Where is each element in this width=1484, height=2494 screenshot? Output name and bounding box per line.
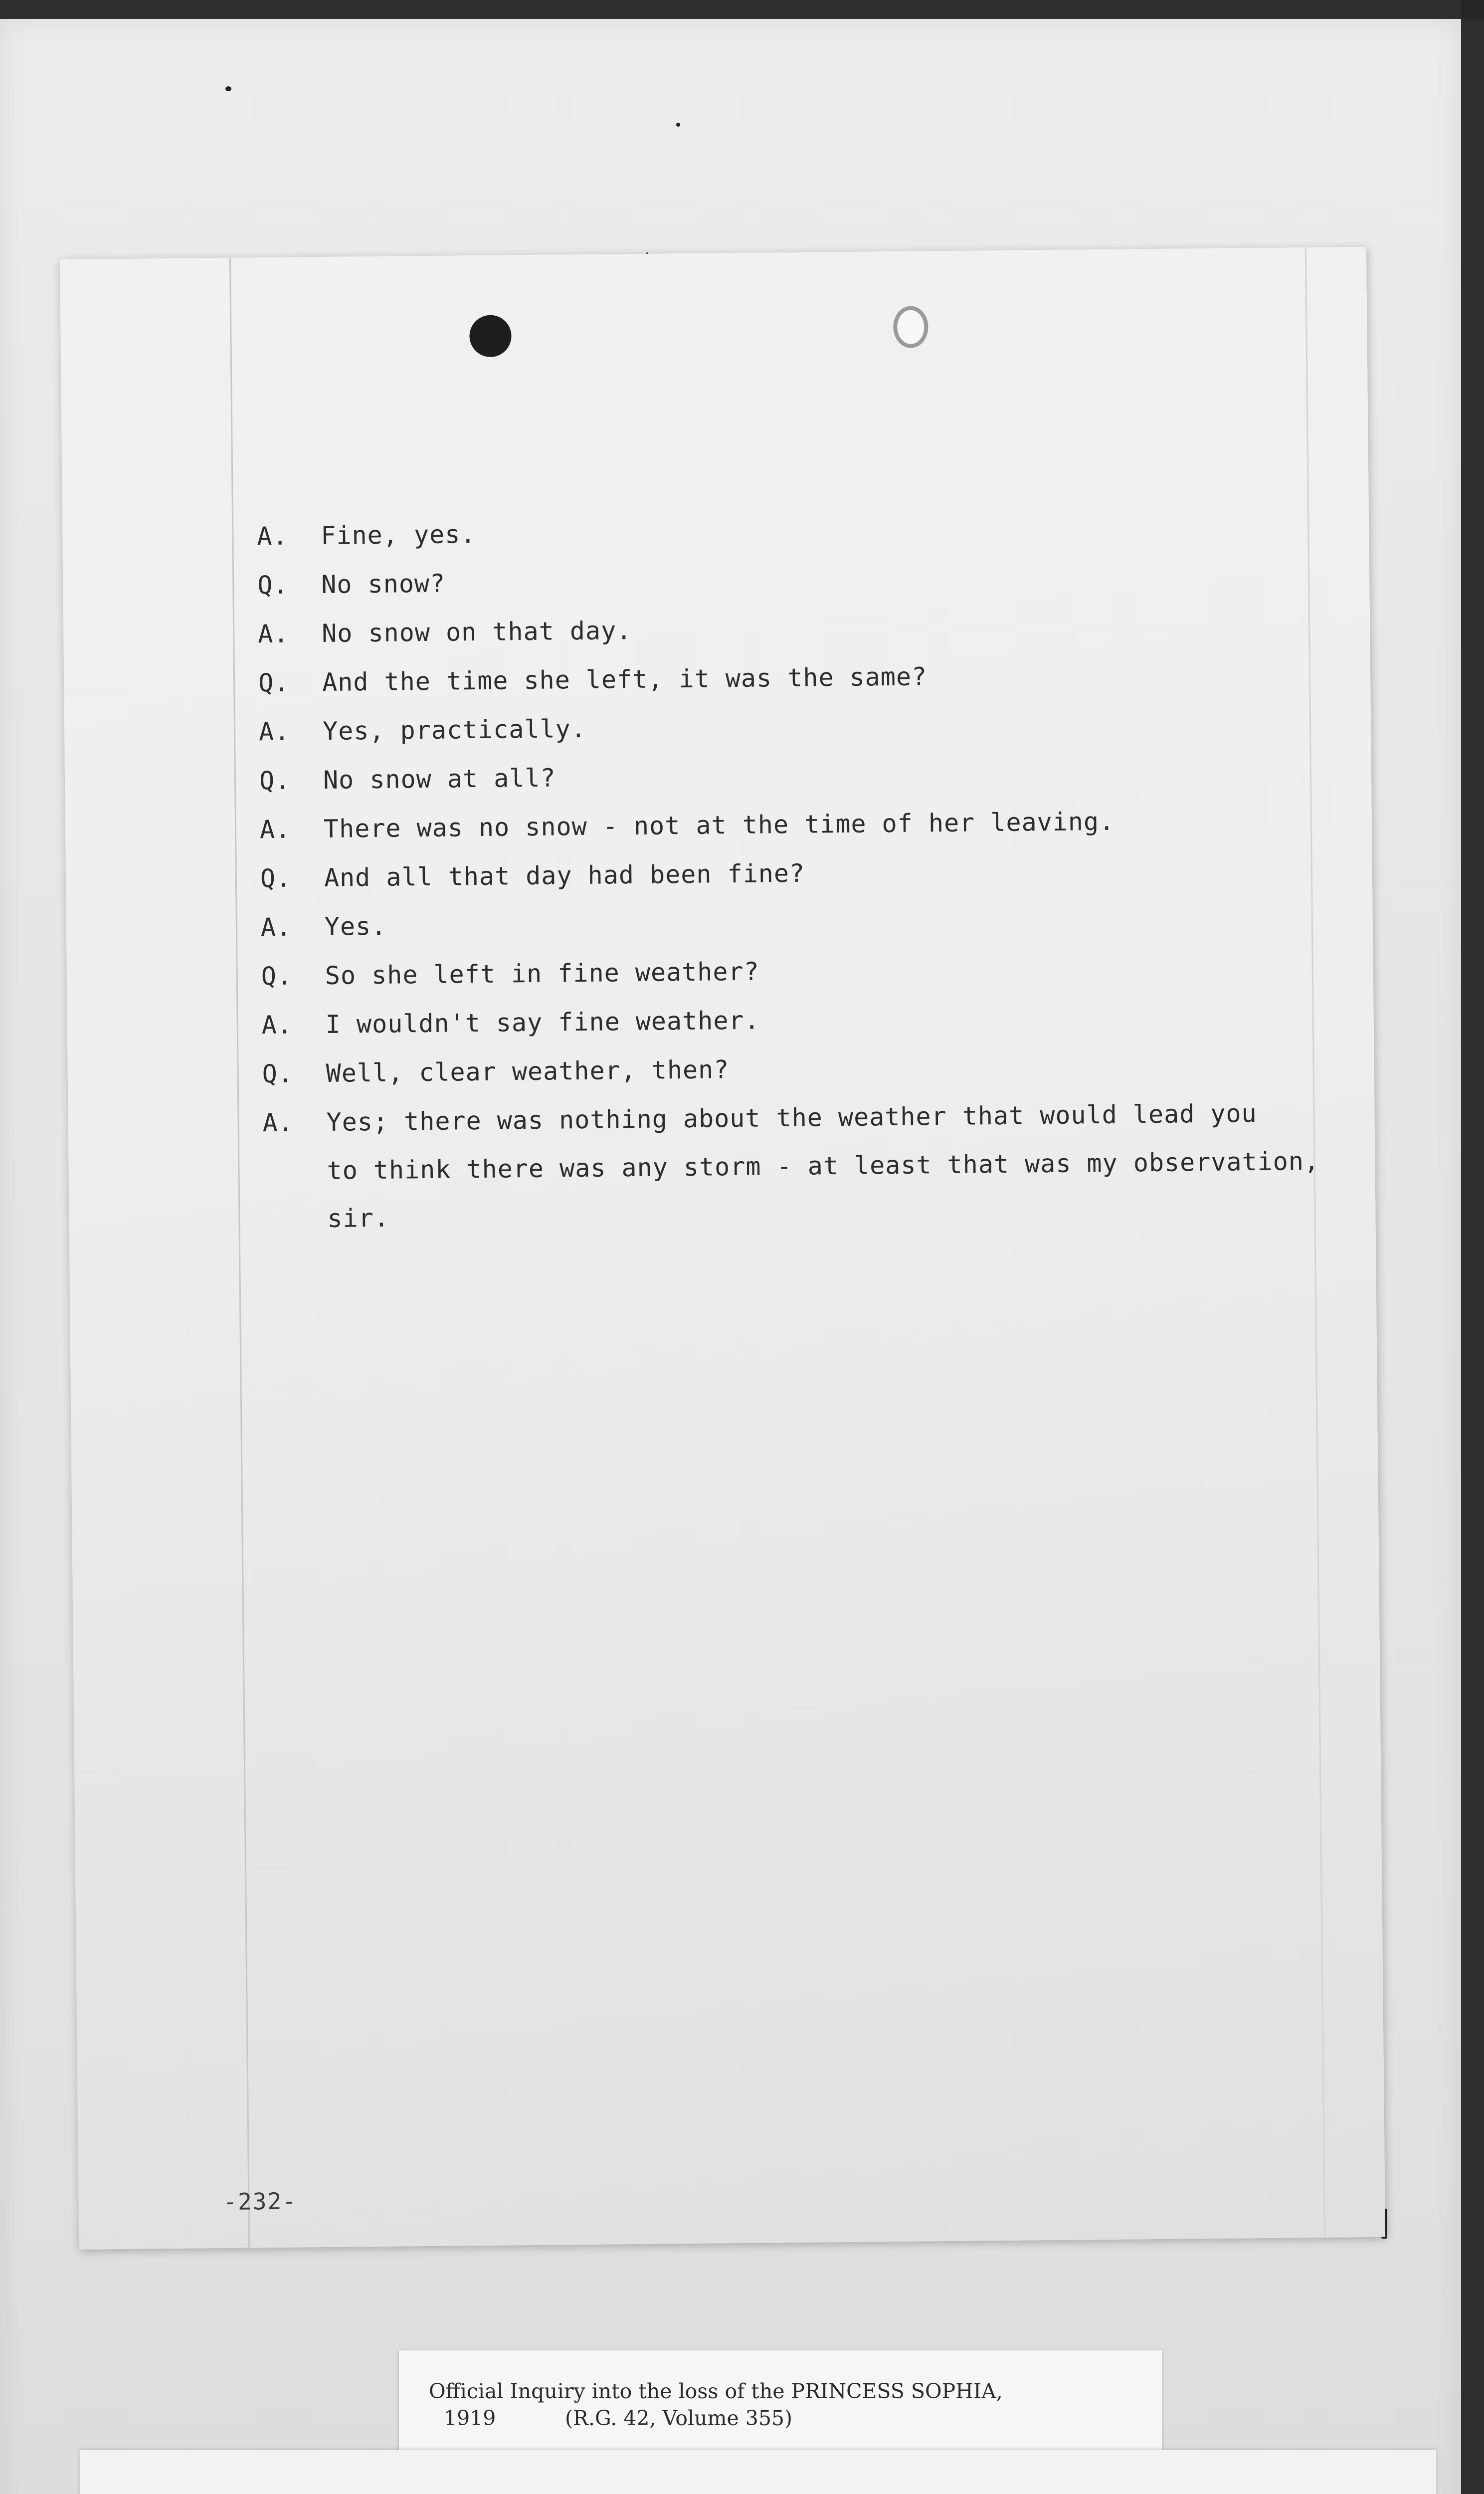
punch-hole: [469, 315, 512, 357]
right-margin-rule: [1305, 247, 1325, 2238]
speaker-label: Q.: [260, 863, 292, 893]
collection-label: [399, 2350, 1162, 2455]
utterance: Yes.: [324, 911, 387, 941]
collection-title: Official Inquiry into the loss of the PRINCESS SOPHIA,: [429, 2379, 1003, 2403]
utterance: Yes; there was nothing about the weather that would lead you: [326, 1099, 1257, 1137]
speaker-label: A.: [257, 619, 289, 649]
speaker-label: A.: [259, 815, 291, 844]
speaker-label: Q.: [261, 961, 293, 991]
utterance: And all that day had been fine?: [324, 858, 805, 892]
speaker-label: Q.: [262, 1059, 294, 1089]
punch-hole: [893, 306, 928, 348]
utterance: Yes, practically.: [322, 714, 587, 746]
utterance: No snow?: [321, 569, 446, 599]
speaker-label: Q.: [259, 766, 291, 796]
speaker-label: A.: [260, 912, 292, 942]
utterance: No snow on that day.: [321, 616, 632, 648]
speaker-label: A.: [262, 1108, 294, 1138]
archives-stamp: [80, 2450, 1436, 2494]
speck: [225, 86, 231, 91]
utterance: Fine, yes.: [321, 520, 476, 551]
left-margin-rule: [229, 258, 250, 2248]
utterance: There was no snow - not at the time of her leaving.: [323, 807, 1115, 843]
right-edge-shadow: [1461, 0, 1484, 2494]
speck: [676, 123, 680, 127]
utterance: I wouldn't say fine weather.: [325, 1006, 760, 1039]
utterance: So she left in fine weather?: [325, 957, 759, 990]
speaker-label: A.: [257, 521, 288, 551]
transcript-continuation-line: sir.: [327, 1203, 390, 1233]
top-edge-shadow: [0, 0, 1484, 19]
speaker-label: A.: [261, 1010, 293, 1040]
page-number: -232-: [223, 2187, 298, 2216]
transcript-continuation-line: to think there was any storm - at least that was my observation,: [327, 1146, 1320, 1185]
transcript: [257, 502, 1320, 1243]
utterance: Well, clear weather, then?: [326, 1055, 730, 1088]
collection-reference: (R.G. 42, Volume 355): [565, 2406, 793, 2430]
typed-sheet: [60, 247, 1385, 2250]
utterance: No snow at all?: [323, 763, 556, 795]
utterance: And the time she left, it was the same?: [322, 662, 928, 697]
speaker-label: Q.: [258, 668, 290, 698]
collection-reference-line: [444, 2406, 792, 2430]
speaker-label: A.: [258, 717, 290, 747]
collection-year: 1919: [444, 2406, 496, 2430]
speaker-label: Q.: [257, 570, 289, 600]
